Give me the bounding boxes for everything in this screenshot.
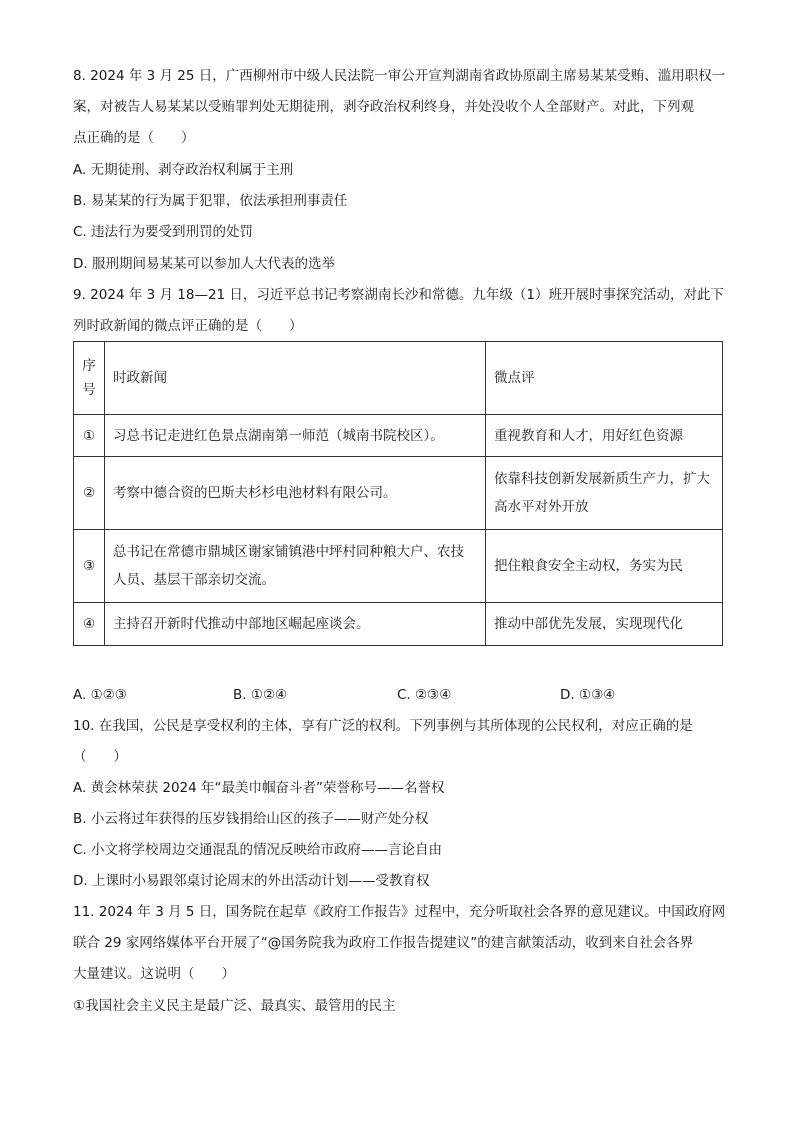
q8-stem-line3: 点正确的是（ ）	[73, 130, 195, 146]
q8-option-d: D. 服刑期间易某某可以参加人大代表的选举	[73, 256, 335, 272]
header-comment: 微点评	[486, 342, 723, 415]
q9-options	[73, 685, 723, 705]
q8-option-a: A. 无期徒刑、剥夺政治权利属于主刑	[73, 162, 294, 178]
q9-stem-line2: 列时政新闻的微点评正确的是（ ）	[73, 318, 303, 334]
header-number	[74, 342, 105, 415]
row-comment	[486, 457, 723, 530]
q9-option-c: C. ②③④	[397, 687, 452, 703]
row-number: ②	[74, 457, 105, 530]
q11-statement-1: ①我国社会主义民主是最广泛、最真实、最管用的民主	[73, 998, 396, 1014]
row-news	[105, 530, 486, 603]
q10-option-d: D. 上课时小易跟邻桌讨论周末的外出活动计划——受教育权	[73, 873, 430, 889]
q9-option-d: D. ①③④	[560, 687, 616, 703]
q10-option-c: C. 小文将学校周边交通混乱的情况反映给市政府——言论自由	[73, 842, 443, 858]
row-comment-line2: 高水平对外开放	[494, 499, 589, 515]
row-comment: 推动中部优先发展，实现现代化	[486, 603, 723, 646]
q8-option-b: B. 易某某的行为属于犯罪，依法承担刑事责任	[73, 193, 348, 209]
q9-stem-line1: 9. 2024 年 3 月 18—21 日，习近平总书记考察湖南长沙和常德。九年级（1）班开展时事探究活动，对此下	[73, 287, 725, 303]
row-news: 考察中德合资的巴斯夫杉杉电池材料有限公司。	[105, 457, 486, 530]
row-number: ④	[74, 603, 105, 646]
header-news: 时政新闻	[105, 342, 486, 415]
row-comment: 把住粮食安全主动权，务实为民	[486, 530, 723, 603]
q10-stem-line1: 10. 在我国，公民是享受权利的主体，享有广泛的权利。下列事例与其所体现的公民权利，对应正确的是	[73, 718, 693, 734]
row-number: ①	[74, 415, 105, 457]
q10-option-b: B. 小云将过年获得的压岁钱捐给山区的孩子——财产处分权	[73, 811, 429, 827]
q11-stem-line3: 大量建议。这说明（ ）	[73, 966, 235, 982]
q8-stem-line2: 案，对被告人易某某以受贿罪判处无期徒刑，剥夺政治权利终身，并处没收个人全部财产。对此，下列观	[73, 99, 694, 115]
table-header-row	[74, 342, 723, 415]
row-comment: 重视教育和人才，用好红色资源	[486, 415, 723, 457]
table-row	[74, 603, 723, 646]
table-row	[74, 415, 723, 457]
row-news-line1: 总书记在常德市鼎城区谢家铺镇港中坪村同种粮大户、农技	[113, 544, 464, 560]
row-news: 习总书记走进红色景点湖南第一师范（城南书院校区）。	[105, 415, 486, 457]
q11-stem-line1: 11. 2024 年 3 月 5 日，国务院在起草《政府工作报告》过程中，充分听取社会各界的意见建议。中国政府网	[73, 904, 726, 920]
q10-option-a: A. 黄会林荣获 2024 年“最美巾帼奋斗者”荣誉称号——名誉权	[73, 780, 445, 796]
row-news: 主持召开新时代推动中部地区崛起座谈会。	[105, 603, 486, 646]
row-news-line2: 人员、基层干部亲切交流。	[113, 572, 275, 588]
q11-stem-line2: 联合 29 家网络媒体平台开展了“@国务院我为政府工作报告提建议”的建言献策活动，收到来自社会各界	[73, 935, 694, 951]
q10-stem-line2: （ ）	[73, 749, 127, 765]
q9-option-a: A. ①②③	[73, 687, 127, 703]
q8-stem-line1: 8. 2024 年 3 月 25 日，广西柳州市中级人民法院一审公开宣判湖南省政协原副主席易某某受贿、滥用职权一	[73, 68, 726, 84]
row-number: ③	[74, 530, 105, 603]
table-row	[74, 530, 723, 603]
news-table	[73, 341, 723, 646]
header-number-bottom: 号	[82, 382, 96, 398]
header-number-top: 序	[82, 358, 96, 374]
q9-option-b: B. ①②④	[233, 687, 288, 703]
row-comment-line1: 依靠科技创新发展新质生产力，扩大	[494, 471, 710, 487]
q8-option-c: C. 违法行为要受到刑罚的处罚	[73, 224, 254, 240]
table-row	[74, 457, 723, 530]
